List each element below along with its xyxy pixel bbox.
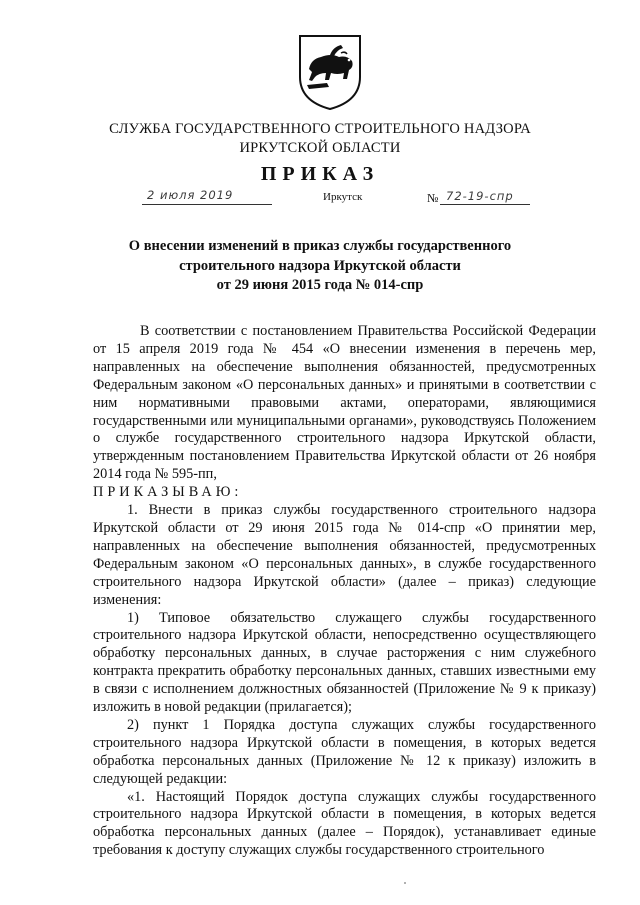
document-body bbox=[93, 323, 596, 860]
order-date-handwritten: 2 июля 2019 bbox=[147, 188, 234, 202]
order-city: Иркутск bbox=[323, 191, 363, 203]
document-title-line2: строительного надзора Иркутской области bbox=[179, 258, 461, 274]
subitem-1-paragraph: 1) Типовое обязательство служащего службы государственного строительного надзора Иркутской области, непосредственно осуществляющего обработку персональных данных, в случае расторжения с ним служебного контракта прекратить обработку персональных данных, ставших известными ему в связи с исполнением должностных обязанностей (Приложение № 9 к приказу) изложить в новой редакции (прилагается); bbox=[93, 609, 596, 716]
item-1-paragraph: 1. Внести в приказ службы государственного строительного надзора Иркутской области от 29 июня 2015 года № 014-спр «О принятии мер, направленных на обеспечение выполнения обязанностей, предусмотренных Федеральным законом «О персональных данных», в службе государственного строительного надзора Иркутской области» (далее – приказ) следующие изменения: bbox=[93, 502, 596, 608]
organization-name-line2: ИРКУТСКОЙ ОБЛАСТИ bbox=[239, 140, 401, 156]
order-number-label: № bbox=[427, 191, 439, 205]
document-title-line1: О внесении изменений в приказ службы государственного bbox=[128, 238, 512, 254]
subitem-2-paragraph: 2) пункт 1 Порядка доступа служащих службы государственного строительного надзора Иркутской области в помещения, в которых ведется обработка персональных данных (Приложение № 12 к приказу) изложить в следующей редакции: bbox=[93, 716, 596, 787]
order-directive: ПРИКАЗЫВАЮ: bbox=[93, 484, 243, 501]
scan-speck bbox=[404, 882, 406, 884]
order-title: ПРИКАЗ bbox=[260, 163, 380, 185]
preamble-paragraph: В соответствии с постановлением Правительства Российской Федерации от 15 апреля 2019 года № 454 «О внесении изменения в перечень мер, направленных на обеспечение выполнения обязанностей, предусмотренных Федеральным законом «О персональных данных» и принятыми в соответствии с ним нормативными правовыми актами, операторами, являющимися государственными или муниципальными органами», руководствуясь Положением о службе государственного строительного надзора Иркутской области, утвержденным постановлением Правительства Иркутской области от 26 ноября 2014 года № 595-пп, bbox=[93, 323, 596, 483]
document-title-line3: от 29 июня 2015 года № 014-спр bbox=[216, 277, 424, 293]
number-underline bbox=[440, 204, 530, 205]
quoted-paragraph: «1. Настоящий Порядок доступа служащих службы государственного строительного надзора Иркутской области в помещения, в которых ведется обработка персональных данных (далее – Порядок), устанавливает единые требования к доступу служащих службы государственного строительного bbox=[93, 788, 596, 859]
organization-name-line1: СЛУЖБА ГОСУДАРСТВЕННОГО СТРОИТЕЛЬНОГО НАДЗОРА bbox=[109, 121, 531, 137]
irkutsk-coat-of-arms-icon bbox=[297, 33, 363, 111]
date-underline bbox=[142, 204, 272, 205]
order-number-handwritten: 72-19-спр bbox=[446, 189, 514, 203]
